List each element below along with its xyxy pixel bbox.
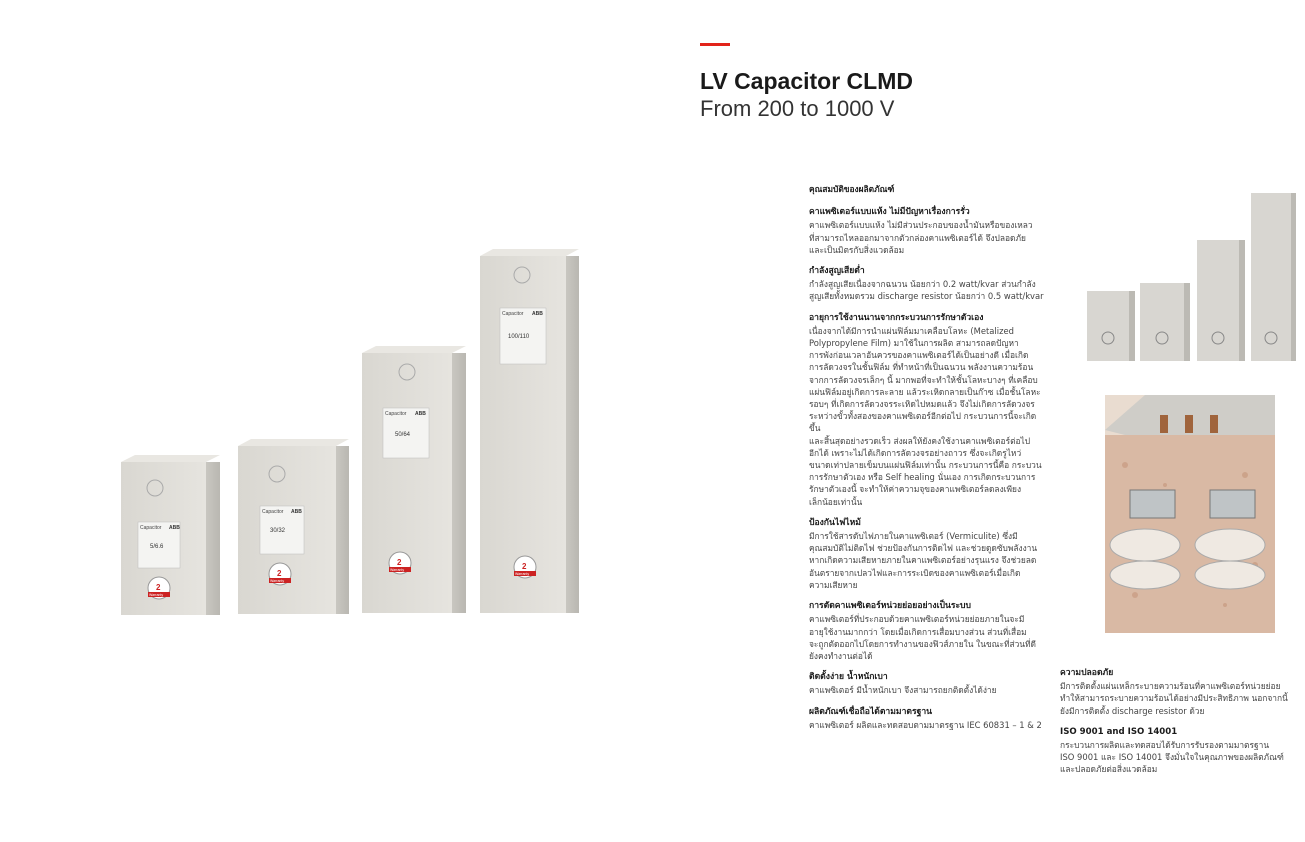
feature-section	[809, 265, 1045, 303]
feature-heading: กำลังสูญเสียต่ำ	[809, 266, 865, 277]
feature-section	[809, 600, 1045, 662]
feature-text-line: เนื่องจากได้มีการนำแผ่นฟิล์มมาเคลือบโลหะ (Metalized	[809, 325, 1014, 336]
feature-text-line: คาแพซิเตอร์แบบแห้ง ไม่มีส่วนประกอบของน้ำมันหรือของเหลว	[809, 220, 1033, 231]
feature-text-line: อีกได้ เพราะไม่ได้เกิดการลัดวงจรอย่างถาวร ซึ่งจะเกิดรูไหว่	[809, 447, 1022, 458]
capacitor-product-image	[110, 240, 590, 625]
feature-section	[809, 206, 1045, 256]
capacitor-internal-image	[1105, 395, 1275, 633]
capacitor-label: Capacitor	[262, 509, 284, 515]
feature-text-line: รอบๆ ที่เกิดการลัดวงจรระเหิดไปหมดแล้ว จึงไม่เกิดการลัดวงจร	[809, 399, 1035, 410]
feature-text-line: อายุใช้งานมากกว่า โดยเมื่อเกิดการเสื่อมบางส่วน ส่วนที่เสื่อม	[809, 626, 1027, 637]
feature-text-line: ขนาดเท่าปลายเข็มบนแผ่นฟิล์มเท่านั้น กระบวนการนี้คือ กระบวน	[809, 460, 1042, 471]
feature-section	[809, 312, 1045, 508]
feature-section	[1060, 726, 1298, 776]
abb-logo: ABB	[291, 509, 302, 515]
feature-text-line: แผ่นฟิล์มอยู่เกิดการละลาย แล้วระเหิดกลายเป็นก๊าซ เมื่อชั้นโลหะ	[809, 386, 1041, 397]
feature-heading: ป้องกันไฟไหม้	[809, 517, 861, 528]
feature-section	[1060, 667, 1298, 717]
warranty-number: 2	[522, 562, 527, 571]
feature-text-line: กระบวนการผลิตและทดสอบได้รับการรับรองตามมาตรฐาน	[1060, 740, 1270, 751]
features-title: คุณสมบัติของผลิตภัณฑ์	[809, 184, 895, 194]
feature-text-line: ยังคงทำงานต่อได้	[809, 650, 873, 661]
feature-text-line: และสิ้นสุดอย่างรวดเร็ว ส่งผลให้ยังคงใช้งานคาแพซิเตอร์ต่อไป	[809, 435, 1031, 446]
abb-logo: ABB	[169, 525, 180, 531]
side-list	[1060, 667, 1298, 776]
feature-section	[809, 671, 1045, 696]
feature-heading: การตัดคาแพซิเตอร์หน่วยย่อยอย่างเป็นระบบ	[809, 601, 971, 612]
capacitor-can-xlarge	[480, 249, 579, 613]
feature-heading: ความปลอดภัย	[1060, 668, 1114, 678]
feature-text-line: ที่สามารถไหลออกมาจากตัวกล่องคาแพซิเตอร์ได้ จึงปลอดภัย	[809, 232, 1026, 243]
warranty-number: 2	[156, 583, 161, 592]
abb-logo: ABB	[415, 411, 426, 417]
feature-text-line: ความเสียหาย	[809, 579, 858, 590]
capacitor-can-small	[121, 455, 220, 615]
capacitor-label: Capacitor	[140, 525, 162, 531]
capacitor-label: Capacitor	[385, 411, 407, 417]
feature-text-line: คาแพซิเตอร์ที่ประกอบด้วยคาแพซิเตอร์หน่วยย่อยภายในจะมี	[809, 614, 1025, 625]
capacitor-label: Capacitor	[502, 311, 524, 317]
warranty-text: Warranty	[515, 572, 530, 576]
feature-text-line: มีการใช้สารดับไฟภายในคาแพซิเตอร์ (Vermiculite) ซึ่งมี	[809, 531, 1018, 542]
features-column	[809, 183, 1045, 740]
warranty-number: 2	[397, 558, 402, 567]
feature-heading: อายุการใช้งานนานจากกระบวนการรักษาตัวเอง	[809, 312, 984, 323]
feature-heading: ติดตั้งง่าย น้ำหนักเบา	[809, 672, 888, 683]
feature-text-line: สูญเสียทั้งหมดรวม discharge resistor น้อยกว่า 0.5 watt/kvar	[809, 291, 1044, 302]
feature-text-line: การลัดวงจรในชั้นฟิล์ม ที่ทำหน้าที่เป็นฉนวน พลังงานความร้อน	[809, 362, 1034, 373]
features-list	[809, 206, 1045, 731]
size-label: 30/32	[270, 528, 286, 534]
feature-text-line: การรักษาตัวเอง หรือ Self healing นั่นเอง การเกิดกระบวนการ	[809, 472, 1036, 483]
feature-text-line: กำลังสูญเสียเนื่องจากฉนวน น้อยกว่า 0.2 watt/kvar ส่วนกำลัง	[809, 279, 1036, 290]
feature-text-line: หากเกิดความเสียหายภายในคาแพซิเตอร์อย่างรุนแรง จึงช่วยลด	[809, 555, 1037, 566]
feature-text-line: ทำให้สามารถระบายความร้อนได้อย่างมีประสิทธิภาพ นอกจากนี้	[1060, 693, 1288, 704]
feature-text-line: และเป็นมิตรกับสิ่งแวดล้อม	[809, 244, 905, 255]
feature-text-line: ระหว่างขั้วทั้งสองของคาแพซิเตอร์อีกต่อไป กระบวนการนี้จะเกิดขึ้น	[809, 411, 1037, 434]
feature-text-line: คุณสมบัติไม่ติดไฟ ช่วยป้องกันการติดไฟ และช่วยดูดซับพลังงาน	[809, 543, 1038, 554]
page-subtitle: From 200 to 1000 V	[700, 96, 895, 121]
feature-heading: ผลิตภัณฑ์เชื่อถือได้ตามมาตรฐาน	[809, 706, 933, 717]
feature-text-line: ยังมีการติดตั้ง discharge resistor ด้วย	[1060, 705, 1205, 716]
feature-text-line: จะถูกตัดออกไปโดยการทำงานของฟิวส์ภายใน ในขณะที่ส่วนที่ดี	[809, 638, 1036, 649]
size-label: 50/64	[395, 432, 411, 438]
side-column	[1060, 667, 1298, 785]
capacitor-can-medium	[238, 439, 349, 614]
feature-text-line: มีการติดตั้งแผ่นเหล็กระบายความร้อนที่คาแพซิเตอร์หน่วยย่อย	[1060, 681, 1281, 692]
capacitor-can-large	[362, 346, 466, 613]
feature-text-line: ISO 9001 และ ISO 14001 จึงมั่นใจในคุณภาพของผลิตภัณฑ์	[1060, 752, 1284, 763]
capacitor-range-image	[1084, 188, 1296, 363]
feature-text-line: อันตรายจากเปลวไฟและการระเบิดของคาแพซิเตอร์เมื่อเกิด	[809, 567, 1021, 578]
feature-text-line: คาแพซิเตอร์ ผลิตและทดสอบตามมาตรฐาน IEC 60831 – 1 & 2	[809, 719, 1042, 730]
feature-heading: คาแพซิเตอร์แบบแห้ง ไม่มีปัญหาเรื่องการรั่ว	[809, 207, 970, 218]
abb-logo: ABB	[532, 311, 543, 317]
feature-text-line: เล็กน้อยเท่านั้น	[809, 496, 863, 507]
feature-text-line: การพังก่อนเวลาอันควรของคาแพซิเตอร์ได้เป็นอย่างดี เมื่อเกิด	[809, 350, 1029, 361]
warranty-text: Warranty	[149, 593, 164, 597]
warranty-text: Warranty	[390, 568, 405, 572]
feature-text-line: และปลอดภัยต่อสิ่งแวดล้อม	[1060, 764, 1158, 775]
page-title: LV Capacitor CLMD	[700, 68, 913, 94]
size-label: 100/110	[508, 334, 530, 340]
size-label: 5/6.6	[150, 544, 164, 550]
feature-text-line: Polypropylene Film) มาใช้ในการผลิต สามารถลดปัญหา	[809, 338, 1019, 349]
warranty-number: 2	[277, 569, 282, 578]
feature-section	[809, 706, 1045, 731]
feature-section	[809, 517, 1045, 591]
feature-text-line: รักษาตัวเองนี้ จะทำให้ค่าความจุของคาแพซิเตอร์ลดลงเพียง	[809, 484, 1022, 495]
feature-text-line: จากการลัดวงจรเล็กๆ นี้ มากพอที่จะทำให้ชั้นโลหะบางๆ ที่เคลือบ	[809, 374, 1038, 385]
feature-text-line: คาแพซิเตอร์ มีน้ำหนักเบา จึงสามารถยกติดตั้งได้ง่าย	[809, 685, 997, 696]
warranty-text: Warranty	[270, 579, 285, 583]
accent-bar	[700, 43, 730, 46]
feature-heading: ISO 9001 and ISO 14001	[1060, 726, 1178, 737]
